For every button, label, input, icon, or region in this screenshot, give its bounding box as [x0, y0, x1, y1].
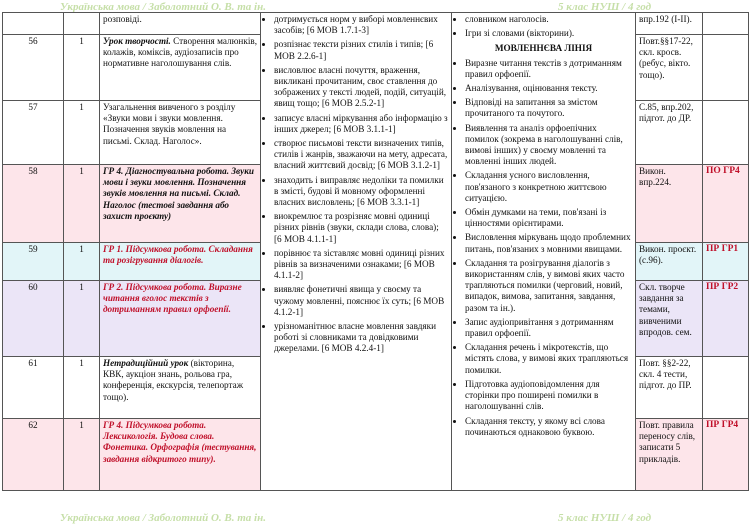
homework-cell: Повт. правила переносу слів, записати 5 прикладів.: [636, 419, 703, 491]
list-item: • Підготовка аудіоповідомлення для сторінки про поширені помилки в наголошуванні слів.: [465, 379, 632, 413]
topic-cell: ГР 1. Підсумкова робота. Складання та розігрування діалогів.: [100, 243, 261, 281]
header-right: 5 клас НУШ / 4 год: [558, 1, 652, 13]
homework-cell: Скл. творче завдання за темами, вивченими впродов. сем.: [636, 281, 703, 357]
list-item: • Складання речень і мікротекстів, що містять слова, у вимові яких трапляються помилки.: [465, 342, 632, 376]
footer-left: Українська мова / Заболотний О. В. та ін.: [60, 512, 266, 524]
list-item: • Ігри зі словами (вікторини).: [465, 28, 632, 39]
table-row: 56 1 Урок творчості. Створення малюнків, колажів, коміксів, аудіозаписів про нормативне наголошування слів. Повт.§§17-22, скл. кросв. (ребус, вікто. тощо).: [3, 35, 749, 101]
table-row: 61 1 Нетрадиційний урок (вікторина, КВК, аукціон знань, рольова гра, конференція, екскурсія, телепортаж тощо). Повт. §§2-22, скл. 4 тести, підгот. до ПР.: [3, 357, 749, 419]
table-row: 59 1 ГР 1. Підсумкова робота. Складання та розігрування діалогів. Викон. проєкт. (с.96). ПР ГР1: [3, 243, 749, 281]
list-item: • Виразне читання текстів з дотриманням правил орфоепії.: [465, 58, 632, 80]
table-row: [3, 13, 749, 35]
list-item: • записує власні міркування або інформацію з інших джерел; [6 МОВ 3.1.1-1]: [274, 113, 448, 135]
topic-cell: Урок творчості. Створення малюнків, колажів, коміксів, аудіозаписів про нормативне наголошування слів.: [100, 35, 261, 101]
homework-cell: Повт.§§17-22, скл. кросв. (ребус, вікто. тощо).: [636, 35, 703, 101]
list-item: • Запис аудіопривітання з дотриманням правил орфоепії.: [465, 317, 632, 339]
topic-cell: розповіді.: [100, 13, 261, 35]
activities-cell: [452, 13, 636, 491]
header-left: Українська мова / Заболотний О. В. та ін.: [60, 1, 266, 13]
topic-cell: ГР 2. Підсумкова робота. Виразне читання вголос текстів з дотриманням правил орфоепії.: [100, 281, 261, 357]
activities-top-list: [455, 14, 632, 39]
table-row: 58 1 ГР 4. Діагностувальна робота. Звуки мови і звуки мовлення. Позначення звуків мовлення на письмі. Склад. Наголос (тестові завдання або захист проєкту) Викон. впр.224. ПО ГР4: [3, 165, 749, 243]
results-cell: [261, 13, 452, 491]
homework-cell: С.85, впр.202, підгот. до ДР.: [636, 101, 703, 165]
list-item: • Складання та розігрування діалогів з використанням слів, у вимові яких часто трапляються помилки (черговий, новий, випадок, вимова, запитання, завдання, разом та ін.).: [465, 258, 632, 314]
page-footer: [0, 511, 752, 525]
list-item: • урізноманітнює власне мовлення завдяки роботі зі словниками та довідковими джерелами. [6 МОВ 4.2.4-1]: [274, 321, 448, 355]
topic-cell: ГР 4. Підсумкова робота. Лексикологія. Будова слова. Фонетика. Орфографія (тестування, завдання відкритого типу).: [100, 419, 261, 491]
list-item: • порівнює та зіставляє мовні одиниці різних рівнів за визначеними ознаками; [6 МОВ 4.1.1-2]: [274, 248, 448, 282]
table-row: 62 1 ГР 4. Підсумкова робота. Лексикологія. Будова слова. Фонетика. Орфографія (тестування, завдання відкритого типу). Повт. правила переносу слів, записати 5 прикладів. ПР ГР4: [3, 419, 749, 491]
list-item: • виявляє фонетичні явища у своєму та чужому мовленні, пояснює їх суть; [6 МОВ 4.1.2-1]: [274, 284, 448, 318]
list-item: • знаходить і виправляє недоліки та помилки в змісті, будові й мовному оформленні власних висловлень; [6 МОВ 3.3.1-1]: [274, 175, 448, 209]
activities-list: [455, 58, 632, 438]
list-item: • висловлює власні почуття, враження, викликані прочитаним, своє ставлення до зображених у тексті людей, подій, ситуацій, явищ тощо; [6 МОВ 2.5.2-1]: [274, 65, 448, 110]
list-item: • Відповіді на запитання за змістом прочитаного та почутого.: [465, 97, 632, 119]
homework-cell: Повт. §§2-22, скл. 4 тести, підгот. до ПР.: [636, 357, 703, 419]
homework-cell: Викон. проєкт. (с.96).: [636, 243, 703, 281]
results-list: [264, 14, 448, 355]
list-item: • Аналізування, оцінювання тексту.: [465, 83, 632, 94]
section-title: МОВЛЕННЄВА ЛІНІЯ: [494, 43, 593, 54]
list-item: • виокремлює та розрізняє мовні одиниці різних рівнів (звуки, склади слова, слова); [6 МОВ 4.1.1-1]: [274, 211, 448, 245]
curriculum-table: [2, 12, 749, 491]
list-item: • Складання тексту, у якому всі слова починаються однаковою буквою.: [465, 416, 632, 438]
list-item: • розпізнає тексти різних стилів і типів; [6 МОВ 2.2.6-1]: [274, 39, 448, 61]
homework-cell: впр.192 (І-ІІ).: [636, 13, 703, 35]
list-item: • Виявлення та аналіз орфоепічних помилок (зокрема в наголошуванні слів, вимові інших) у своєму мовленні та мовленні інших людей.: [465, 123, 632, 168]
topic-cell: ГР 4. Діагностувальна робота. Звуки мови і звуки мовлення. Позначення звуків мовлення на письмі. Склад. Наголос (тестові завдання або захист проєкту): [100, 165, 261, 243]
table-row: 60 1 ГР 2. Підсумкова робота. Виразне читання вголос текстів з дотриманням правил орфоепії. Скл. творче завдання за темами, вивченими впродов. сем. ПР ГР2: [3, 281, 749, 357]
topic-cell: Нетрадиційний урок (вікторина, КВК, аукціон знань, рольова гра, конференція, екскурсія, телепортаж тощо).: [100, 357, 261, 419]
list-item: • дотримується норм у виборі мовленнєвих засобів; [6 МОВ 1.7.1-3]: [274, 14, 448, 36]
table-row: 57 1 Узагальнення вивченого з розділу «Звуки мови і звуки мовлення. Позначення звуків мовлення на письмі. Склад. Наголос». С.85, впр.202, підгот. до ДР.: [3, 101, 749, 165]
list-item: • Складання усного висловлення, пов'язаного з конкретною життєвою ситуацією.: [465, 170, 632, 204]
footer-right: 5 клас НУШ / 4 год: [558, 512, 652, 524]
list-item: • словником наголосів.: [465, 14, 632, 25]
list-item: • Висловлення міркувань щодо проблемних питань, пов'язаних з мовними явищами.: [465, 232, 632, 254]
homework-cell: Викон. впр.224.: [636, 165, 703, 243]
list-item: • Обмін думками на теми, пов'язані із цінностями орієнтирами.: [465, 207, 632, 229]
list-item: • створює письмові тексти визначених типів, стилів і жанрів, зважаючи на мету, адресата, власний життєвий досвід; [6 МОВ 3.1.2-1]: [274, 138, 448, 172]
topic-cell: Узагальнення вивченого з розділу «Звуки мови і звуки мовлення. Позначення звуків мовлення на письмі. Склад. Наголос».: [100, 101, 261, 165]
